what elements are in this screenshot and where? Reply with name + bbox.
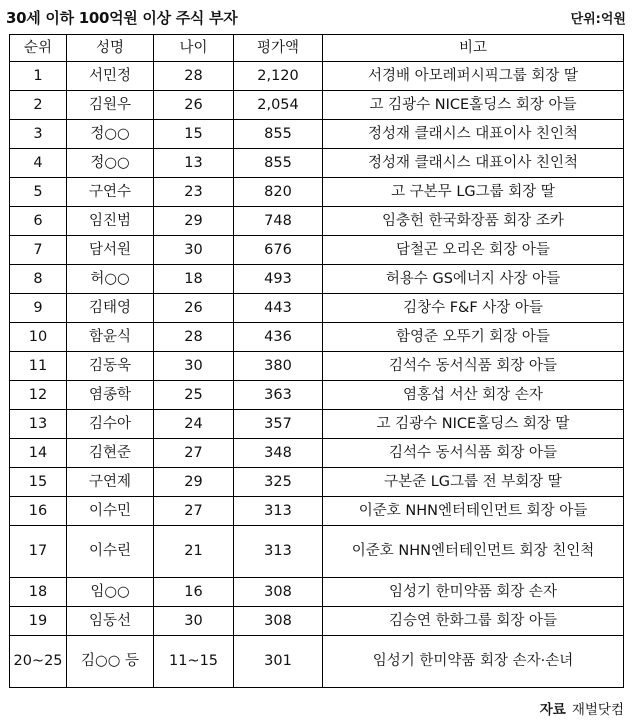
table-row (10, 178, 624, 207)
name-cell: 김태영 (67, 294, 154, 323)
age-cell: 29 (154, 468, 234, 497)
name-cell: 이수민 (67, 497, 154, 526)
name-cell: 김수아 (67, 410, 154, 439)
rank-cell: 5 (10, 178, 67, 207)
age-cell: 18 (154, 265, 234, 294)
table-row (10, 468, 624, 497)
header-name: 성명 (67, 35, 154, 62)
rich-list-table (9, 34, 624, 688)
rank-cell: 7 (10, 236, 67, 265)
note-cell: 임성기 한미약품 회장 손자 (323, 578, 624, 607)
value-cell: 855 (234, 120, 323, 149)
note-cell: 정성재 클래시스 대표이사 친인척 (323, 120, 624, 149)
name-cell: 김원우 (67, 91, 154, 120)
table-row (10, 497, 624, 526)
title-row (6, 4, 626, 30)
value-cell: 2,054 (234, 91, 323, 120)
rank-cell: 15 (10, 468, 67, 497)
table-row (10, 410, 624, 439)
name-cell: 담서원 (67, 236, 154, 265)
note-cell: 이준호 NHN엔터테인먼트 회장 친인척 (323, 526, 624, 578)
note-cell: 함영준 오뚜기 회장 아들 (323, 323, 624, 352)
rank-cell: 16 (10, 497, 67, 526)
age-cell: 13 (154, 149, 234, 178)
name-cell: 허○○ (67, 265, 154, 294)
table-row (10, 636, 624, 688)
value-cell: 308 (234, 607, 323, 636)
table-row (10, 439, 624, 468)
rank-cell: 18 (10, 578, 67, 607)
value-cell: 301 (234, 636, 323, 688)
note-cell: 임충헌 한국화장품 회장 조카 (323, 207, 624, 236)
table-title: 30세 이하 100억원 이상 주식 부자 (6, 8, 238, 27)
rank-cell: 3 (10, 120, 67, 149)
note-cell: 김석수 동서식품 회장 아들 (323, 439, 624, 468)
table-row (10, 265, 624, 294)
note-cell: 고 김광수 NICE홀딩스 회장 아들 (323, 91, 624, 120)
note-cell: 담철곤 오리온 회장 아들 (323, 236, 624, 265)
name-cell: 김현준 (67, 439, 154, 468)
table-row (10, 352, 624, 381)
table-row (10, 607, 624, 636)
rank-cell: 19 (10, 607, 67, 636)
value-cell: 436 (234, 323, 323, 352)
age-cell: 27 (154, 497, 234, 526)
source-name: 재벌닷컴 (571, 702, 624, 718)
name-cell: 염종학 (67, 381, 154, 410)
note-cell: 염홍섭 서산 회장 손자 (323, 381, 624, 410)
age-cell: 26 (154, 294, 234, 323)
table-row (10, 526, 624, 578)
rank-cell: 12 (10, 381, 67, 410)
age-cell: 24 (154, 410, 234, 439)
note-cell: 허용수 GS에너지 사장 아들 (323, 265, 624, 294)
table-row (10, 62, 624, 91)
source-label: 자료 (539, 702, 566, 718)
rank-cell: 14 (10, 439, 67, 468)
header-rank: 순위 (10, 35, 67, 62)
value-cell: 855 (234, 149, 323, 178)
name-cell: 김동욱 (67, 352, 154, 381)
value-cell: 357 (234, 410, 323, 439)
age-cell: 29 (154, 207, 234, 236)
age-cell: 25 (154, 381, 234, 410)
value-cell: 363 (234, 381, 323, 410)
table-row (10, 236, 624, 265)
rank-cell: 9 (10, 294, 67, 323)
age-cell: 30 (154, 352, 234, 381)
value-cell: 380 (234, 352, 323, 381)
table-row (10, 578, 624, 607)
table-row (10, 149, 624, 178)
rank-cell: 1 (10, 62, 67, 91)
name-cell: 함윤식 (67, 323, 154, 352)
age-cell: 28 (154, 323, 234, 352)
value-cell: 820 (234, 178, 323, 207)
age-cell: 27 (154, 439, 234, 468)
table-row (10, 294, 624, 323)
note-cell: 고 구본무 LG그룹 회장 딸 (323, 178, 624, 207)
age-cell: 11~15 (154, 636, 234, 688)
age-cell: 16 (154, 578, 234, 607)
name-cell: 구연제 (67, 468, 154, 497)
value-cell: 313 (234, 526, 323, 578)
name-cell: 김○○ 등 (67, 636, 154, 688)
age-cell: 21 (154, 526, 234, 578)
name-cell: 정○○ (67, 149, 154, 178)
table-row (10, 207, 624, 236)
name-cell: 서민정 (67, 62, 154, 91)
rank-cell: 4 (10, 149, 67, 178)
name-cell: 정○○ (67, 120, 154, 149)
rank-cell: 2 (10, 91, 67, 120)
table-row (10, 91, 624, 120)
name-cell: 임진범 (67, 207, 154, 236)
note-cell: 이준호 NHN엔터테인먼트 회장 아들 (323, 497, 624, 526)
header-age: 나이 (154, 35, 234, 62)
header-value: 평가액 (234, 35, 323, 62)
rank-cell: 8 (10, 265, 67, 294)
age-cell: 15 (154, 120, 234, 149)
header-note: 비고 (323, 35, 624, 62)
header-row (10, 35, 624, 62)
note-cell: 김승연 한화그룹 회장 아들 (323, 607, 624, 636)
value-cell: 676 (234, 236, 323, 265)
rank-cell: 17 (10, 526, 67, 578)
value-cell: 325 (234, 468, 323, 497)
value-cell: 443 (234, 294, 323, 323)
rank-cell: 13 (10, 410, 67, 439)
table-row (10, 381, 624, 410)
age-cell: 26 (154, 91, 234, 120)
name-cell: 이수린 (67, 526, 154, 578)
rank-cell: 11 (10, 352, 67, 381)
note-cell: 정성재 클래시스 대표이사 친인척 (323, 149, 624, 178)
note-cell: 구본준 LG그룹 전 부회장 딸 (323, 468, 624, 497)
age-cell: 23 (154, 178, 234, 207)
note-cell: 임성기 한미약품 회장 손자·손녀 (323, 636, 624, 688)
value-cell: 748 (234, 207, 323, 236)
note-cell: 서경배 아모레퍼시픽그룹 회장 딸 (323, 62, 624, 91)
value-cell: 348 (234, 439, 323, 468)
value-cell: 308 (234, 578, 323, 607)
note-cell: 김석수 동서식품 회장 아들 (323, 352, 624, 381)
rank-cell: 20~25 (10, 636, 67, 688)
name-cell: 구연수 (67, 178, 154, 207)
note-cell: 고 김광수 NICE홀딩스 회장 딸 (323, 410, 624, 439)
name-cell: 임○○ (67, 578, 154, 607)
note-cell: 김창수 F&F 사장 아들 (323, 294, 624, 323)
age-cell: 28 (154, 62, 234, 91)
value-cell: 313 (234, 497, 323, 526)
table-row (10, 323, 624, 352)
table-body (10, 62, 624, 688)
value-cell: 2,120 (234, 62, 323, 91)
value-cell: 493 (234, 265, 323, 294)
table-row (10, 120, 624, 149)
rank-cell: 6 (10, 207, 67, 236)
source-credit (540, 698, 624, 718)
age-cell: 30 (154, 607, 234, 636)
age-cell: 30 (154, 236, 234, 265)
unit-label: 단위:억원 (570, 11, 626, 27)
rank-cell: 10 (10, 323, 67, 352)
name-cell: 임동선 (67, 607, 154, 636)
